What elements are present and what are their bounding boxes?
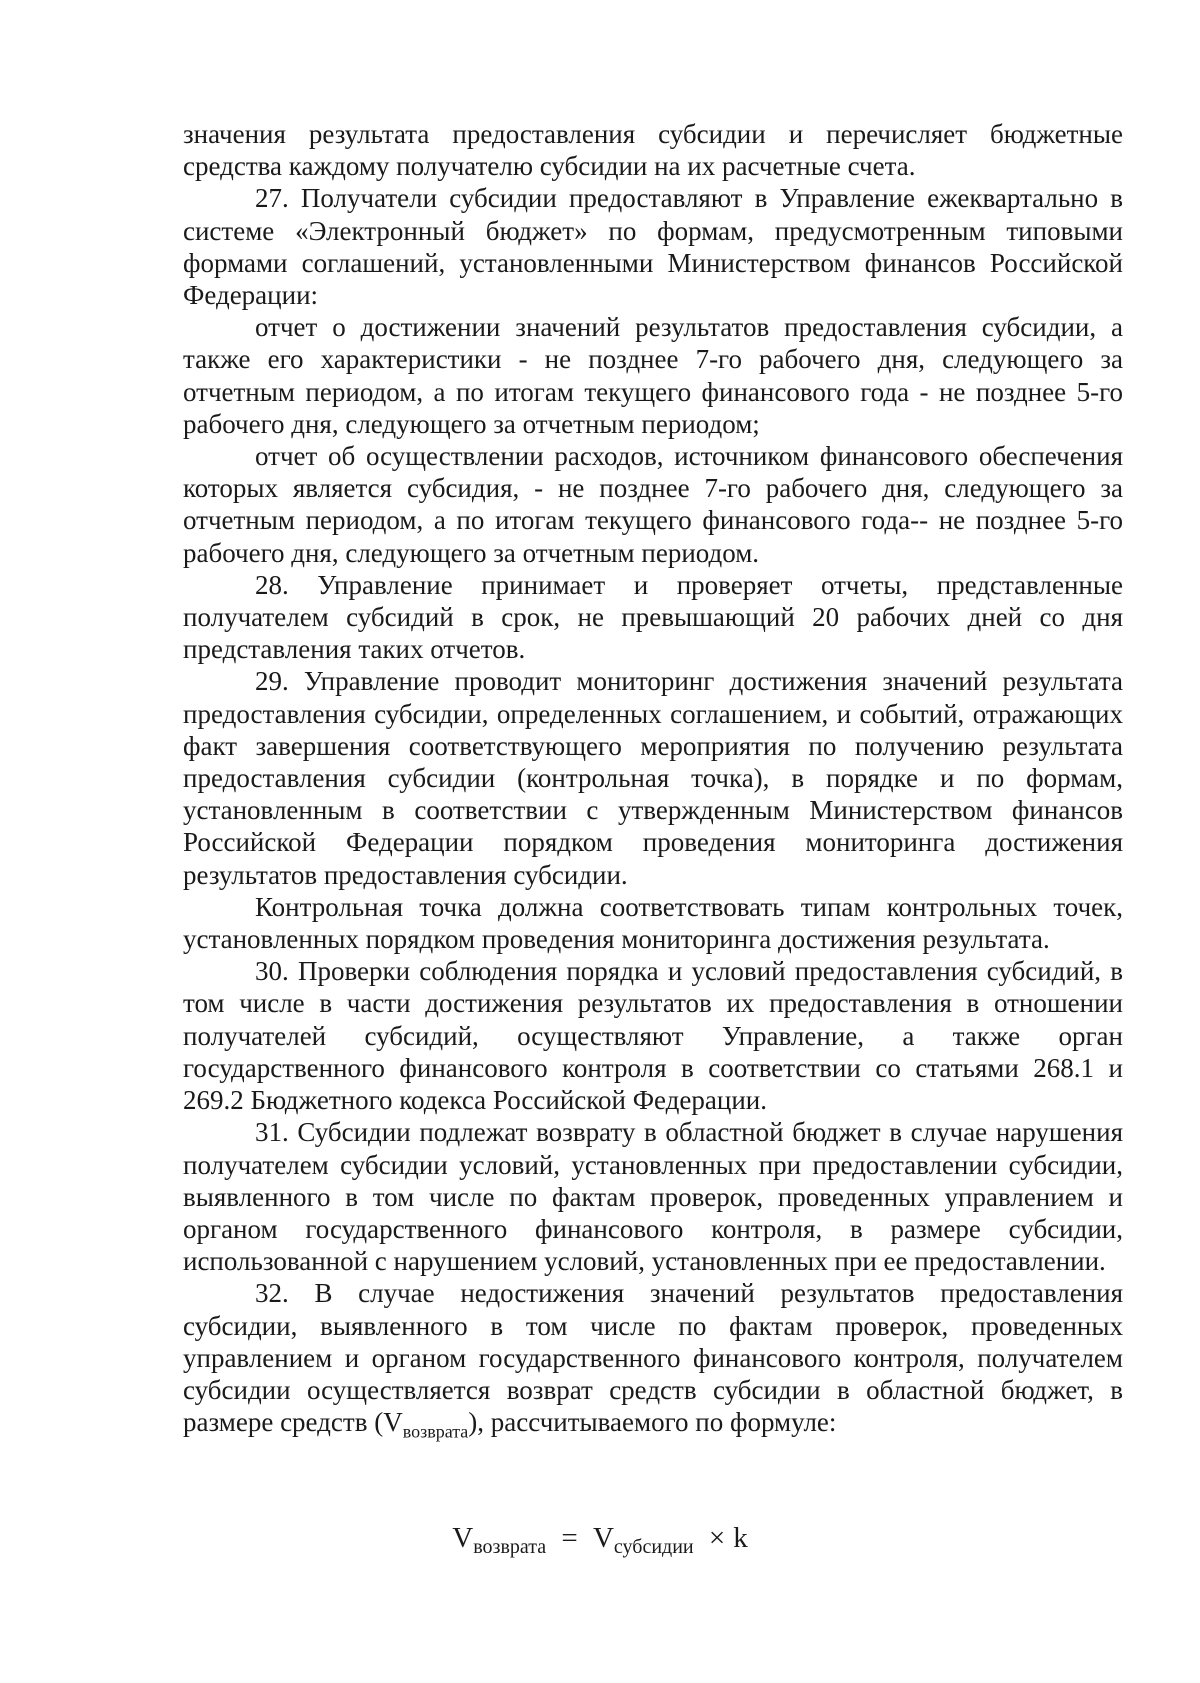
formula-factor: k (733, 1522, 748, 1554)
paragraph-32-text-end: ), рассчитываемого по формуле: (468, 1407, 837, 1438)
paragraph-32 (183, 1277, 1123, 1447)
paragraph-29-control-point: Контрольная точка должна соответствовать типам контрольных точек, установленных порядком проведения мониторинга достижения результата. (183, 891, 1123, 955)
paragraph-27: 27. Получатели субсидии предоставляют в Управление ежеквартально в системе «Электронный бюджет» по формам, предусмотренным типовыми формами соглашений, установленными Министерством финансов Российской Федерации: (183, 183, 1123, 311)
inline-subscript-return: возврата (402, 1421, 469, 1442)
formula-lhs-base: V (452, 1522, 474, 1554)
formula-times: × (708, 1522, 726, 1554)
document-body (183, 118, 1123, 1448)
formula-rhs-subscript: субсидии (613, 1536, 694, 1558)
paragraph-29: 29. Управление проводит мониторинг достижения значений результата предоставления субсидии, определенных соглашением, и событий, отражающих факт завершения соответствующего мероприятия по получению результата предоставления субсидии (контрольная точка), в порядке и по формам, установленным в соответствии с утвержденным Министерством финансов Российской Федерации порядком проведения мониторинга достижения результатов предоставления субсидии. (183, 666, 1123, 890)
paragraph-32-text: 32. В случае недостижения значений результатов предоставления субсидии, выявленного в том числе по фактам проверок, проведенных управлением и органом государственного финансового контроля, получателем субсидии осуществляется возврат средств субсидии в областной бюджет, в размере средств (V (183, 1278, 1123, 1438)
formula-rhs-base: V (592, 1522, 614, 1554)
return-formula (0, 1520, 1200, 1565)
paragraph-31: 31. Субсидии подлежат возврату в областной бюджет в случае нарушения получателем субсидии условий, установленных при предоставлении субсидии, выявленного в том числе по фактам проверок, проведенных управлением и органом государственного финансового контроля, в размере субсидии, использованной с нарушением условий, установленных при ее предоставлении. (183, 1117, 1123, 1277)
formula-lhs-subscript: возврата (473, 1536, 547, 1558)
formula-equals: = (561, 1522, 578, 1554)
paragraph-27-report-results: отчет о достижении значений результатов предоставления субсидии, а также его характеристики - не позднее 7-го рабочего дня, следующего за отчетным периодом, а по итогам текущего финансового года - не позднее 5-го рабочего дня, следующего за отчетным периодом; (183, 312, 1123, 439)
paragraph-28: 28. Управление принимает и проверяет отчеты, представленные получателем субсидий в срок, не превышающий 20 рабочих дней со дня представления таких отчетов. (183, 569, 1123, 665)
paragraph-30: 30. Проверки соблюдения порядка и условий предоставления субсидий, в том числе в части достижения результатов их предоставления в отношении получателей субсидий, осуществляют Управление, а также орган государственного финансового контроля в соответствии со статьями 268.1 и 269.2 Бюджетного кодекса Российской Федерации. (183, 956, 1123, 1116)
paragraph-27-report-expenses: отчет об осуществлении расходов, источником финансового обеспечения которых является субсидия, - не позднее 7-го рабочего дня, следующего за отчетным периодом, а по итогам текущего финансового года-- не позднее 5-го рабочего дня, следующего за отчетным периодом. (183, 441, 1123, 568)
paragraph-continuation: значения результата предоставления субсидии и перечисляет бюджетные средства каждому получателю субсидии на их расчетные счета. (183, 119, 1123, 182)
